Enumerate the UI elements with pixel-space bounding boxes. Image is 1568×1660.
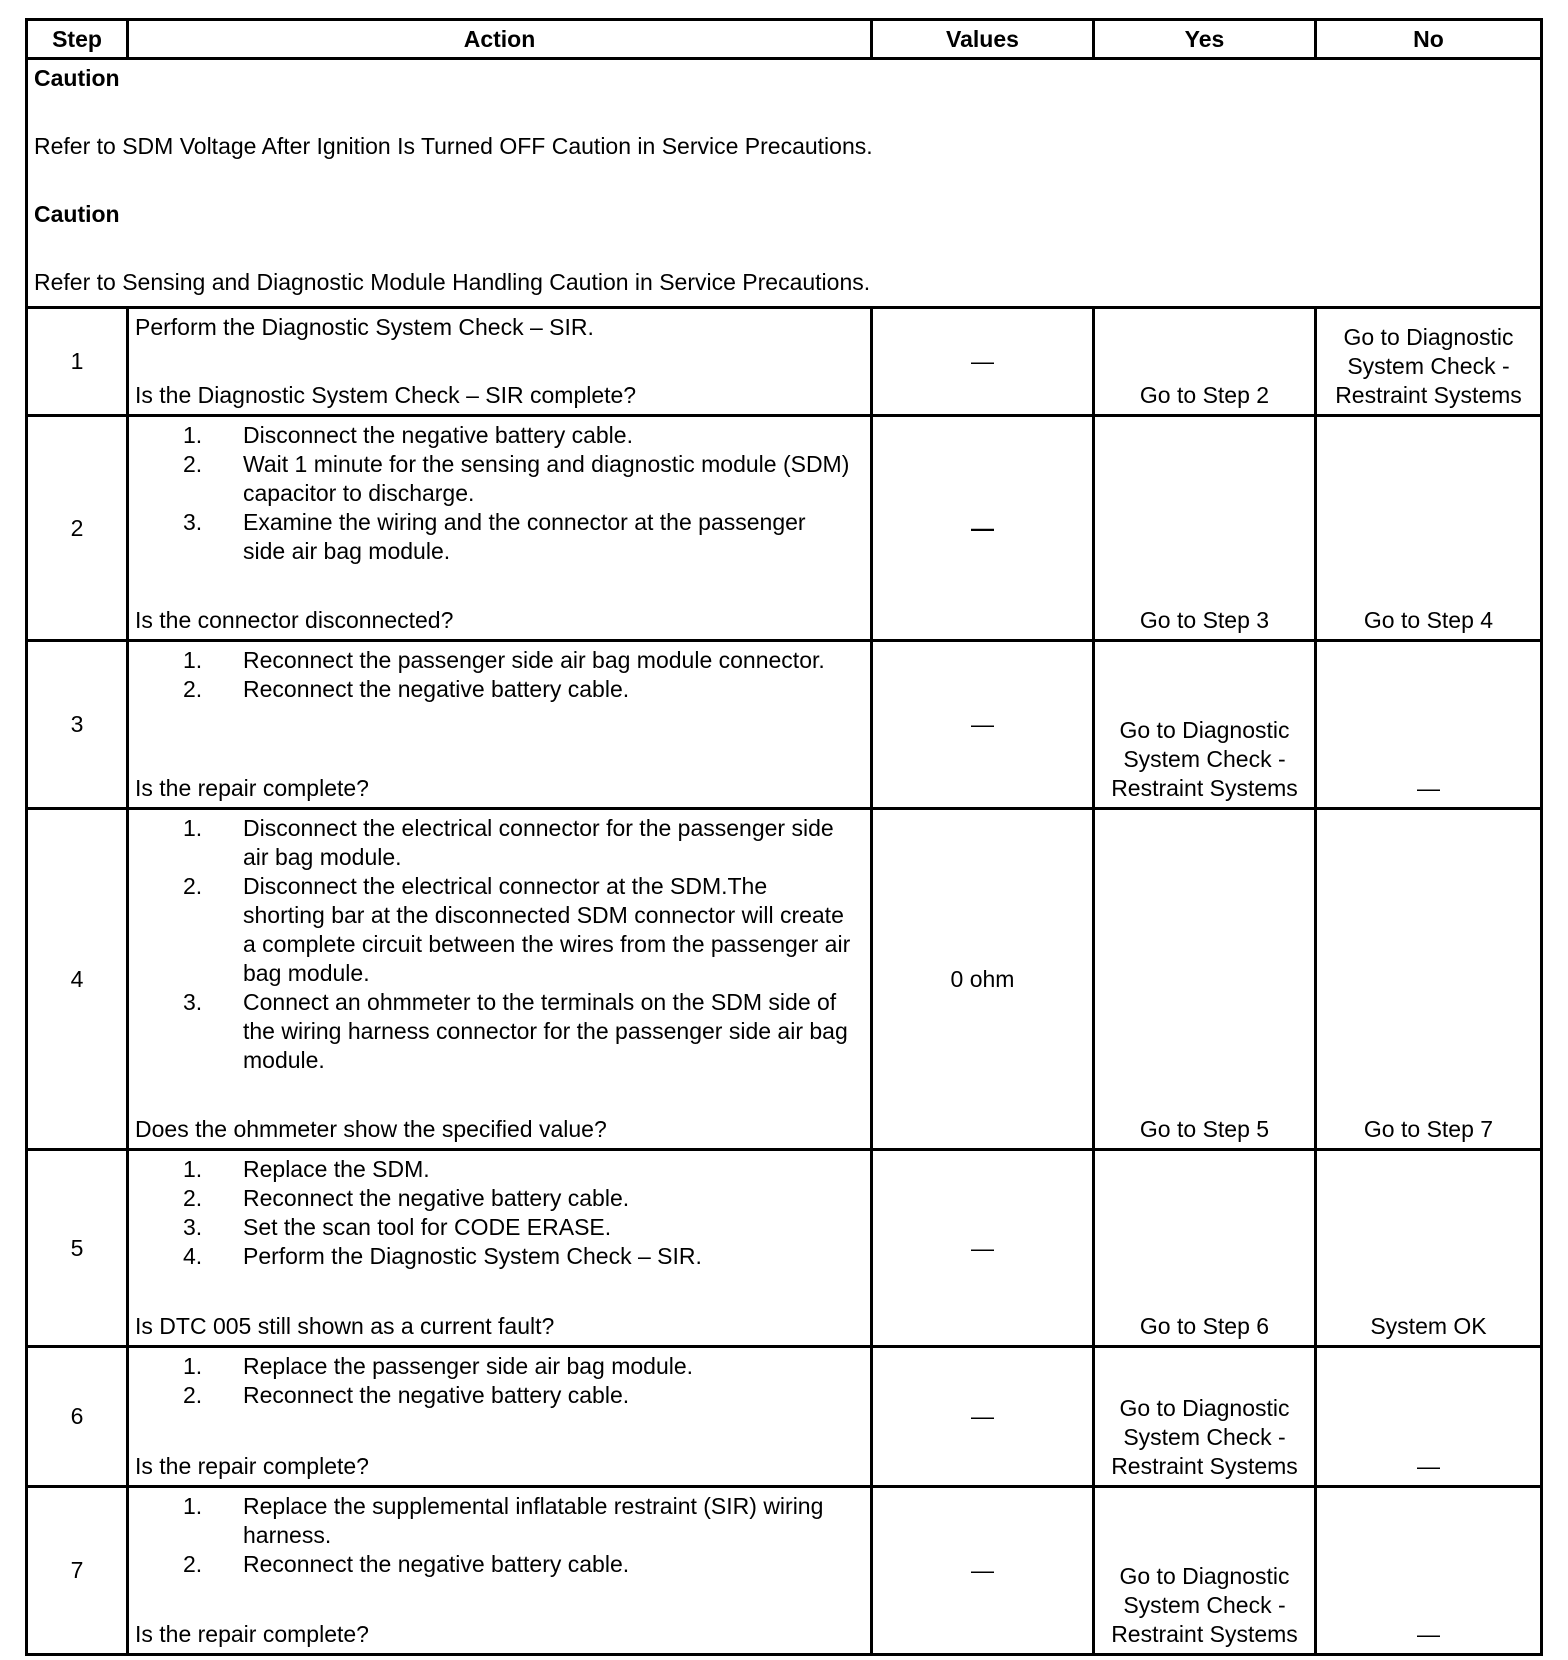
list-item: 1. Disconnect the electrical connector for the passenger side air bag module. [183, 815, 834, 870]
header-row [27, 20, 1542, 59]
header-action: Action [128, 20, 872, 59]
table-row [27, 641, 1542, 809]
values-cell: 0 ohm [872, 809, 1094, 1150]
table-row [27, 1487, 1542, 1655]
list-item: 4. Perform the Diagnostic System Check – SIR. [183, 1243, 702, 1269]
action-question: Does the ohmmeter show the specified value? [135, 1116, 607, 1142]
values-cell: — [872, 1487, 1094, 1655]
step-number: 6 [27, 1347, 128, 1487]
yes-cell: Go to Step 6 [1094, 1150, 1316, 1347]
step-number: 5 [27, 1150, 128, 1347]
values-cell: — [872, 641, 1094, 809]
action-cell [128, 416, 872, 641]
list-item: 2. Reconnect the negative battery cable. [183, 1382, 630, 1408]
yes-cell: Go to Diagnostic System Check - Restraint Systems [1094, 1487, 1316, 1655]
step-number: 4 [27, 809, 128, 1150]
caution-text: Refer to Sensing and Diagnostic Module Handling Caution in Service Precautions. [34, 269, 871, 295]
no-cell: Go to Diagnostic System Check - Restraint Systems [1316, 308, 1542, 416]
action-cell [128, 809, 872, 1150]
list-item: 3. Set the scan tool for CODE ERASE. [183, 1214, 612, 1240]
table-row [27, 1347, 1542, 1487]
list-item: 1. Replace the supplemental inflatable restraint (SIR) wiring harness. [183, 1493, 824, 1548]
step-number: 3 [27, 641, 128, 809]
action-question: Is the repair complete? [135, 1621, 369, 1647]
no-cell: — [1316, 1487, 1542, 1655]
yes-cell: Go to Diagnostic System Check - Restraint Systems [1094, 641, 1316, 809]
list-item: 2. Reconnect the negative battery cable. [183, 1551, 630, 1577]
values-cell: — [872, 1347, 1094, 1487]
list-item: 2. Disconnect the electrical connector at the SDM.The shorting bar at the disconnected SDM connector will create a complete circuit between the wires from the passenger air bag module. [183, 873, 851, 986]
values-cell: — [872, 416, 1094, 641]
values-cell: — [872, 308, 1094, 416]
list-item: 2. Reconnect the negative battery cable. [183, 1185, 630, 1211]
list-item: 1. Replace the SDM. [183, 1156, 430, 1182]
step-number: 7 [27, 1487, 128, 1655]
action-question: Is the repair complete? [135, 1453, 369, 1479]
list-item: 1. Disconnect the negative battery cable. [183, 422, 633, 448]
list-item: 1. Replace the passenger side air bag module. [183, 1353, 694, 1379]
header-yes: Yes [1094, 20, 1316, 59]
header-no: No [1316, 20, 1542, 59]
no-cell: — [1316, 641, 1542, 809]
step-number: 1 [27, 308, 128, 416]
action-list [135, 646, 864, 704]
header-step: Step [27, 20, 128, 59]
table-row [27, 1150, 1542, 1347]
diagnostic-table [25, 18, 1543, 1656]
action-list [135, 814, 864, 1075]
yes-cell: Go to Step 5 [1094, 809, 1316, 1150]
action-cell [128, 1150, 872, 1347]
caution-cell [27, 59, 1542, 308]
list-item: 1. Reconnect the passenger side air bag module connector. [183, 647, 825, 673]
list-item: 3. Examine the wiring and the connector at the passenger side air bag module. [183, 509, 806, 564]
action-list [135, 1352, 864, 1410]
yes-cell: Go to Step 3 [1094, 416, 1316, 641]
action-cell [128, 641, 872, 809]
caution-label: Caution [34, 201, 120, 227]
no-cell: Go to Step 7 [1316, 809, 1542, 1150]
action-question: Is DTC 005 still shown as a current fault? [135, 1313, 555, 1339]
action-list [135, 421, 864, 566]
action-question: Is the Diagnostic System Check – SIR complete? [135, 382, 637, 408]
caution-text: Refer to SDM Voltage After Ignition Is Turned OFF Caution in Service Precautions. [34, 133, 873, 159]
action-question: Is the repair complete? [135, 775, 369, 801]
list-item: 3. Connect an ohmmeter to the terminals on the SDM side of the wiring harness connector for the passenger side air bag module. [183, 989, 848, 1073]
header-values: Values [872, 20, 1094, 59]
caution-row [27, 59, 1542, 308]
table-row [27, 308, 1542, 416]
caution-label: Caution [34, 65, 120, 91]
action-cell [128, 308, 872, 416]
table-row [27, 416, 1542, 641]
table-row [27, 809, 1542, 1150]
action-list [135, 1492, 864, 1579]
no-cell: Go to Step 4 [1316, 416, 1542, 641]
no-cell: — [1316, 1347, 1542, 1487]
list-item: 2. Wait 1 minute for the sensing and diagnostic module (SDM) capacitor to discharge. [183, 451, 850, 506]
action-question: Is the connector disconnected? [135, 607, 454, 633]
action-cell [128, 1347, 872, 1487]
step-number: 2 [27, 416, 128, 641]
yes-cell: Go to Diagnostic System Check - Restraint Systems [1094, 1347, 1316, 1487]
action-intro: Perform the Diagnostic System Check – SIR. [135, 314, 594, 340]
action-list [135, 1155, 864, 1271]
action-cell [128, 1487, 872, 1655]
yes-cell: Go to Step 2 [1094, 308, 1316, 416]
values-cell: — [872, 1150, 1094, 1347]
no-cell: System OK [1316, 1150, 1542, 1347]
list-item: 2. Reconnect the negative battery cable. [183, 676, 630, 702]
